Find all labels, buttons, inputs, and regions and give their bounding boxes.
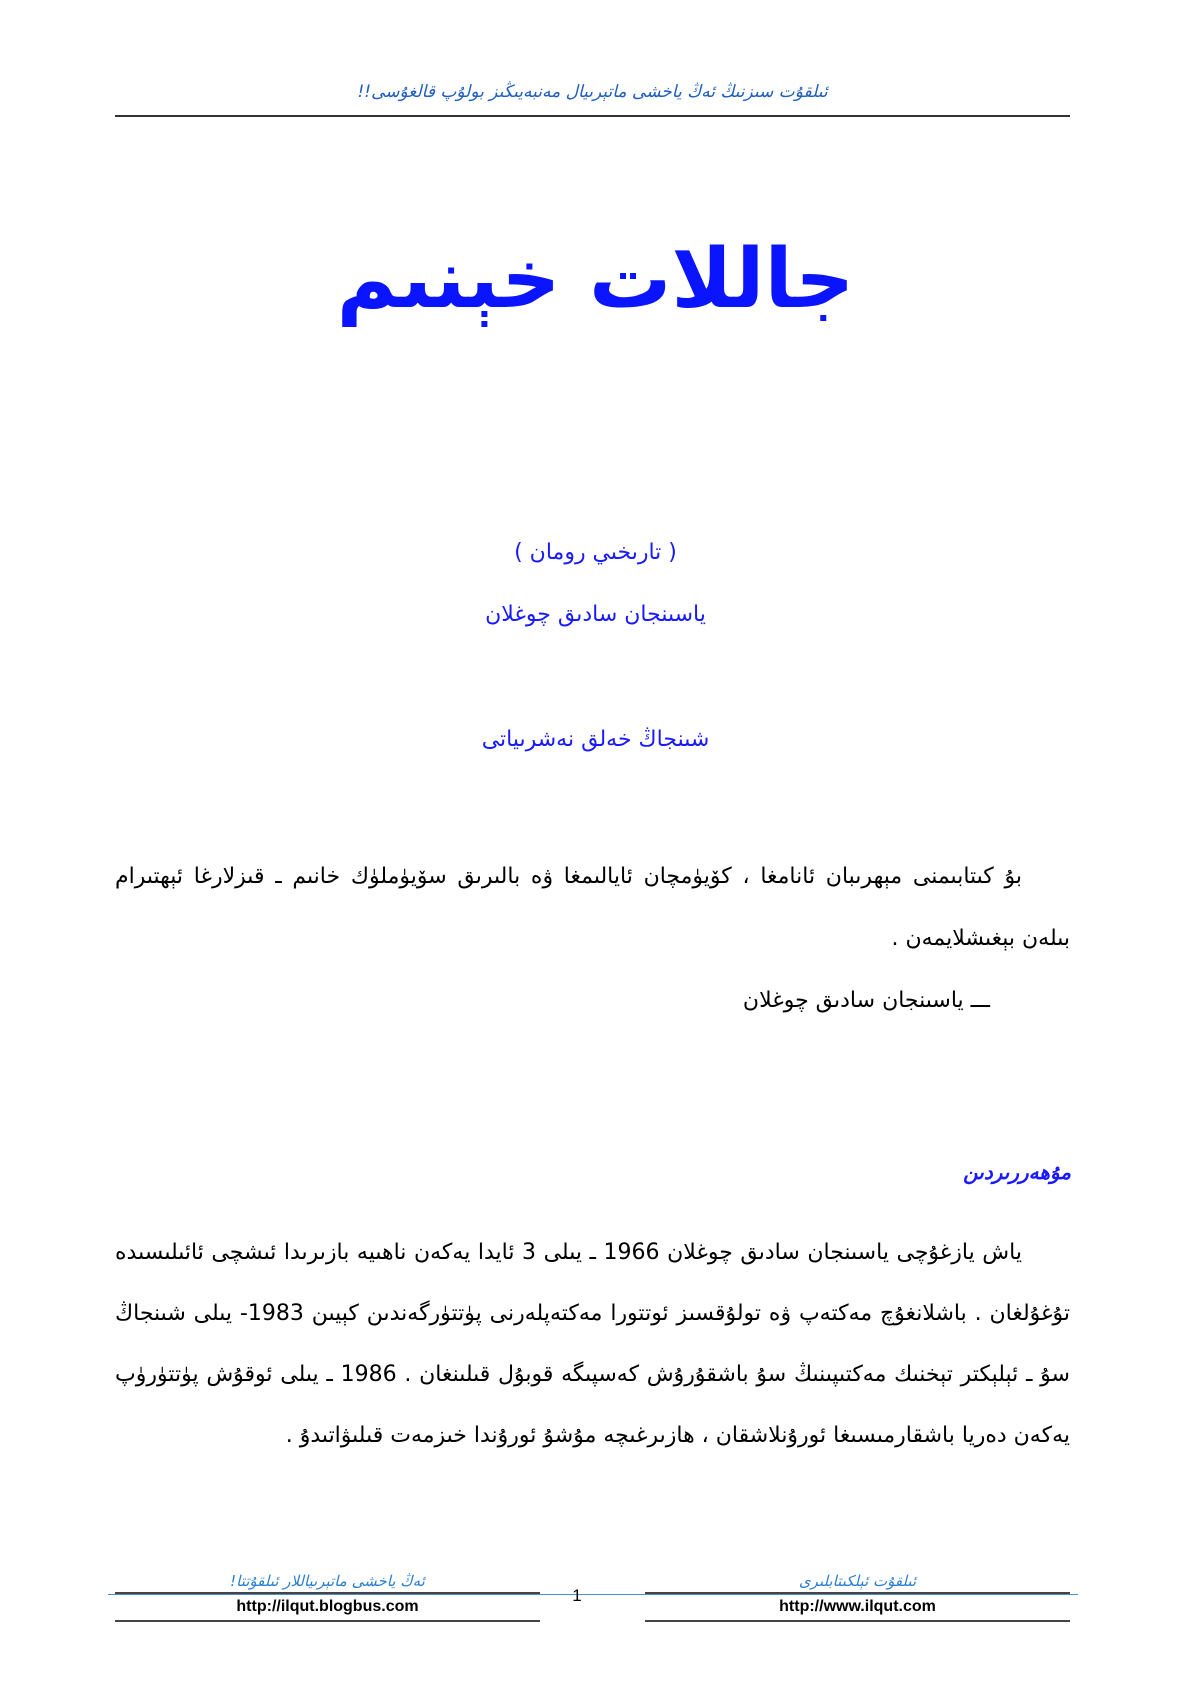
footer-right-url[interactable]: http://www.ilqut.com bbox=[779, 1598, 936, 1615]
editor-heading: مۇھەررىردىن bbox=[963, 1160, 1071, 1184]
footer-right bbox=[645, 1570, 1070, 1622]
footer-left-url[interactable]: http://ilqut.blogbus.com bbox=[236, 1598, 419, 1615]
footer-left-slogan: ئەڭ ياخشى ماتېرىياللار ئىلقۇتتا! bbox=[230, 1572, 425, 1590]
book-title: جاللات خېنىم bbox=[336, 232, 855, 327]
editor-paragraph: ياش يازغۇچى ياسىنجان سادىق چوغلان 1966 ـ يىلى 3 ئايدا يەكەن ناھىيە بازىرىدا ئىشچى ئائىلىسىدە تۇغۇلغان . باشلانغۇچ مەكتەپ ۋە تولۇقسىز ئوتتورا مەكتەپلەرنى پۈتتۈرگەندىن كېيىن 1983- يىلى شىنجاڭ سۇ ـ ئېلېكتر تېخنىك مەكتىپىنىڭ سۇ باشقۇرۇش كەسپىگە قوبۇل قىلىنغان . 1986 ـ يىلى ئوقۇش پۈتتۈرۈپ يەكەن دەريا باشقارمىسىغا ئورۇنلاشقان ، ھازىرغىچە مۇشۇ ئورۇندا خىزمەت قىلىۋاتىدۇ . bbox=[115, 1240, 1071, 1448]
book-publisher: شىنجاڭ خەلق نەشرىياتى bbox=[481, 727, 710, 752]
dedication bbox=[115, 846, 1070, 1032]
book-genre: ( تارىخىي رومان ) bbox=[514, 540, 677, 565]
footer-right-slogan: ئىلقۇت ئېلكىتابلىرى bbox=[798, 1572, 917, 1590]
dedication-signature: ـــ ياسىنجان سادىق چوغلان bbox=[742, 988, 990, 1013]
footer-left bbox=[115, 1570, 540, 1622]
header-divider bbox=[115, 115, 1070, 117]
book-author: ياسىنجان سادىق چوغلان bbox=[485, 602, 706, 627]
footer-right-rule-bottom bbox=[645, 1620, 1070, 1622]
page-number: 1 bbox=[572, 1586, 582, 1605]
dedication-text: بۇ كىتابىمنى مېھرىبان ئانامغا ، كۆيۈمچان ئايالىمغا ۋە بالىرىق سۆيۈملۈك خانىم ـ قىزلارغا ئېھتىرام بىلەن بېغىشلايمەن . bbox=[115, 864, 1070, 951]
header-slogan: ئىلقۇت سىزنىڭ ئەڭ ياخشى ماتېرىيال مەنبەيىڭىز بولۇپ قالغۇسى!! bbox=[357, 82, 828, 102]
footer-left-rule-bottom bbox=[115, 1620, 540, 1622]
